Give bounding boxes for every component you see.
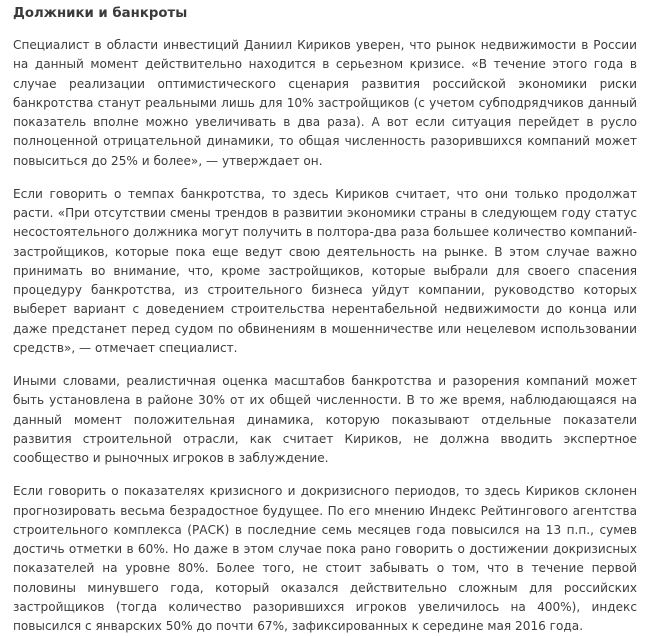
paragraph-2: Если говорить о темпах банкротства, то здесь Кириков считает, что они только продолжат расти. «При отсутствии смены трендов в развитии экономики страны в следующем году статус несостоятельного должника могут получить в полтора-два раза большее количество компаний-застройщиков, которые пока еще ведут свою деятельность на рынке. В этом случае важно принимать во внимание, что, кроме застройщиков, которые выбрали для своего спасения процедуру банкротства, из строительного бизнеса уйдут компании, руководство которых выберет вариант с доведением строительства нерентабельной недвижимости до конца или даже предстанет перед судом по обвинениям в мошенничестве или нецелевом использовании средств», — отмечает специалист.	[13, 186, 637, 355]
paragraph-4: Если говорить о показателях кризисного и докризисного периодов, то здесь Кириков склонен прогнозировать весьма безрадостное будущее. По его мнению Индекс Рейтингового агентства строительного комплекса (РАСК) в последние семь месяцев года повысился на 13 п.п., сумев достичь отметки в 60%. Но даже в этом случае пока рано говорить о достижении докризисных показателей на уровне 80%. Более того, не стоит забывать о том, что в течение первой половины минувшего года, который оказался действительно сложным для российских застройщиков (тогда количество разорившихся игроков увеличилось на 400%), индекс повысился с январских 50% до почти 67%, зафиксированных к середине мая 2016 года.	[13, 484, 637, 633]
paragraph-1: Специалист в области инвестиций Даниил Кириков уверен, что рынок недвижимости в России на данный момент действительно находится в серьезном кризисе. «В течение этого года в случае реализации оптимистического сценария развития российской экономики риски банкротства станут реальными лишь для 10% застройщиков (с учетом субподрядчиков данный показатель вполне можно увеличивать в два раза). А вот если ситуация перейдет в русло полноценной отрицательной динамики, то общая численность разорившихся компаний может повыситься до 25% и более», — утверждает он.	[13, 38, 637, 168]
article-title: Должники и банкроты	[13, 6, 188, 21]
paragraph-3: Иными словами, реалистичная оценка масштабов банкротства и разорения компаний может быть установлена в районе 30% от их общей численности. В то же время, наблюдающаяся на данный момент положительная динамика, которую показывают отдельные показатели развития строительной отрасли, как считает Кириков, не должна вводить экспертное сообщество и рыночных игроков в заблуждение.	[13, 374, 637, 465]
